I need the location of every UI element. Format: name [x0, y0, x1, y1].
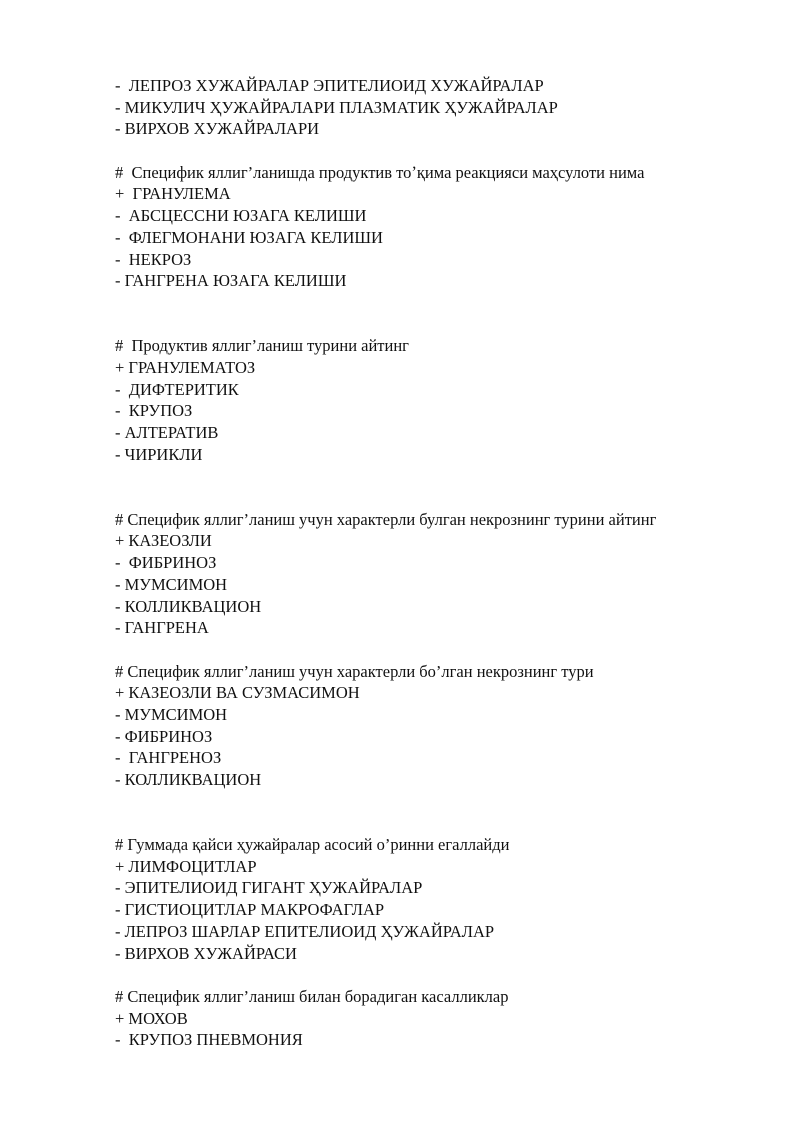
- spacer: [115, 639, 755, 661]
- spacer: [115, 292, 755, 335]
- answer-option: - НЕКРОЗ: [115, 249, 192, 269]
- document-content: [115, 75, 755, 1051]
- answer-option: - ЛЕПРОЗ ХУЖАЙРАЛАР ЭПИТЕЛИОИД ХУЖАЙРАЛАР: [115, 76, 544, 95]
- spacer: [115, 465, 755, 508]
- question-text: # Специфик яллиг’ланиш билан борадиган касалликлар: [115, 986, 509, 1006]
- spacer: [115, 791, 755, 834]
- question-text: # Продуктив яллиг’ланиш турини айтинг: [115, 336, 409, 356]
- question-text: # Гуммада қайси ҳужайралар асосий о’ринни егаллайди: [115, 835, 510, 855]
- answer-option: - МИКУЛИЧ ҲУЖАЙРАЛАРИ ПЛАЗМАТИК ҲУЖАЙРАЛАР: [115, 97, 558, 117]
- answer-option: - ЛЕПРОЗ ШАРЛАР ЕПИТЕЛИОИД ҲУЖАЙРАЛАР: [115, 921, 495, 941]
- answer-option: - КРУПОЗ: [115, 401, 193, 421]
- answer-option: - КОЛЛИКВАЦИОН: [115, 596, 262, 616]
- answer-option-correct: + МОХОВ: [115, 1008, 188, 1028]
- answer-option: - АЛТЕРАТИВ: [115, 423, 219, 443]
- answer-option: - ДИФТЕРИТИК: [115, 379, 239, 399]
- spacer: [115, 964, 755, 986]
- answer-option: - КОЛЛИКВАЦИОН: [115, 770, 262, 790]
- answer-option: - ГАНГРЕНОЗ: [115, 748, 222, 768]
- question-block-1: [115, 162, 755, 292]
- answer-option: - ВИРХОВ ХУЖАЙРАСИ: [115, 943, 297, 963]
- answer-option-correct: + КАЗЕОЗЛИ ВА СУЗМАСИМОН: [115, 683, 360, 703]
- answer-option: - ФИБРИНОЗ: [115, 726, 213, 746]
- answer-option: - ГАНГРЕНА: [115, 618, 209, 638]
- answer-option: - ЧИРИКЛИ: [115, 444, 203, 464]
- answer-option-correct: + ЛИМФОЦИТЛАР: [115, 856, 257, 876]
- answer-option: - ГАНГРЕНА ЮЗАГА КЕЛИШИ: [115, 271, 347, 291]
- answer-option: - ВИРХОВ ХУЖАЙРАЛАРИ: [115, 119, 320, 139]
- question-block-4: [115, 661, 755, 791]
- question-text: # Специфик яллиг’ланиш учун характерли булган некрознинг турини айтинг: [115, 509, 657, 529]
- spacer: [115, 140, 755, 162]
- answer-option: - АБСЦЕССНИ ЮЗАГА КЕЛИШИ: [115, 206, 367, 226]
- answer-option: - МУМСИМОН: [115, 574, 228, 594]
- answer-option: - КРУПОЗ ПНЕВМОНИЯ: [115, 1030, 303, 1050]
- answer-option: - МУМСИМОН: [115, 704, 228, 724]
- answer-option: - ГИСТИОЦИТЛАР МАКРОФАГЛАР: [115, 900, 385, 920]
- question-block-6: [115, 986, 755, 1051]
- question-text: # Специфик яллиг’ланишда продуктив тоʼқима реакцияси маҳсулоти нима: [115, 162, 645, 182]
- answer-option: - ЭПИТЕЛИОИД ГИГАНТ ҲУЖАЙРАЛАР: [115, 878, 423, 898]
- answer-option-correct: + ГРАНУЛЕМА: [115, 184, 231, 204]
- question-block-3: [115, 509, 755, 639]
- question-block-5: [115, 834, 755, 964]
- answer-option: - ФИБРИНОЗ: [115, 553, 217, 573]
- answer-option-correct: + КАЗЕОЗЛИ: [115, 531, 212, 551]
- answer-option-correct: + ГРАНУЛЕМАТОЗ: [115, 357, 256, 377]
- question-text: # Специфик яллиг’ланиш учун характерли бо’лган некрознинг тури: [115, 661, 594, 681]
- question-block-0: [115, 75, 755, 140]
- answer-option: - ФЛЕГМОНАНИ ЮЗАГА КЕЛИШИ: [115, 227, 383, 247]
- question-block-2: [115, 335, 755, 465]
